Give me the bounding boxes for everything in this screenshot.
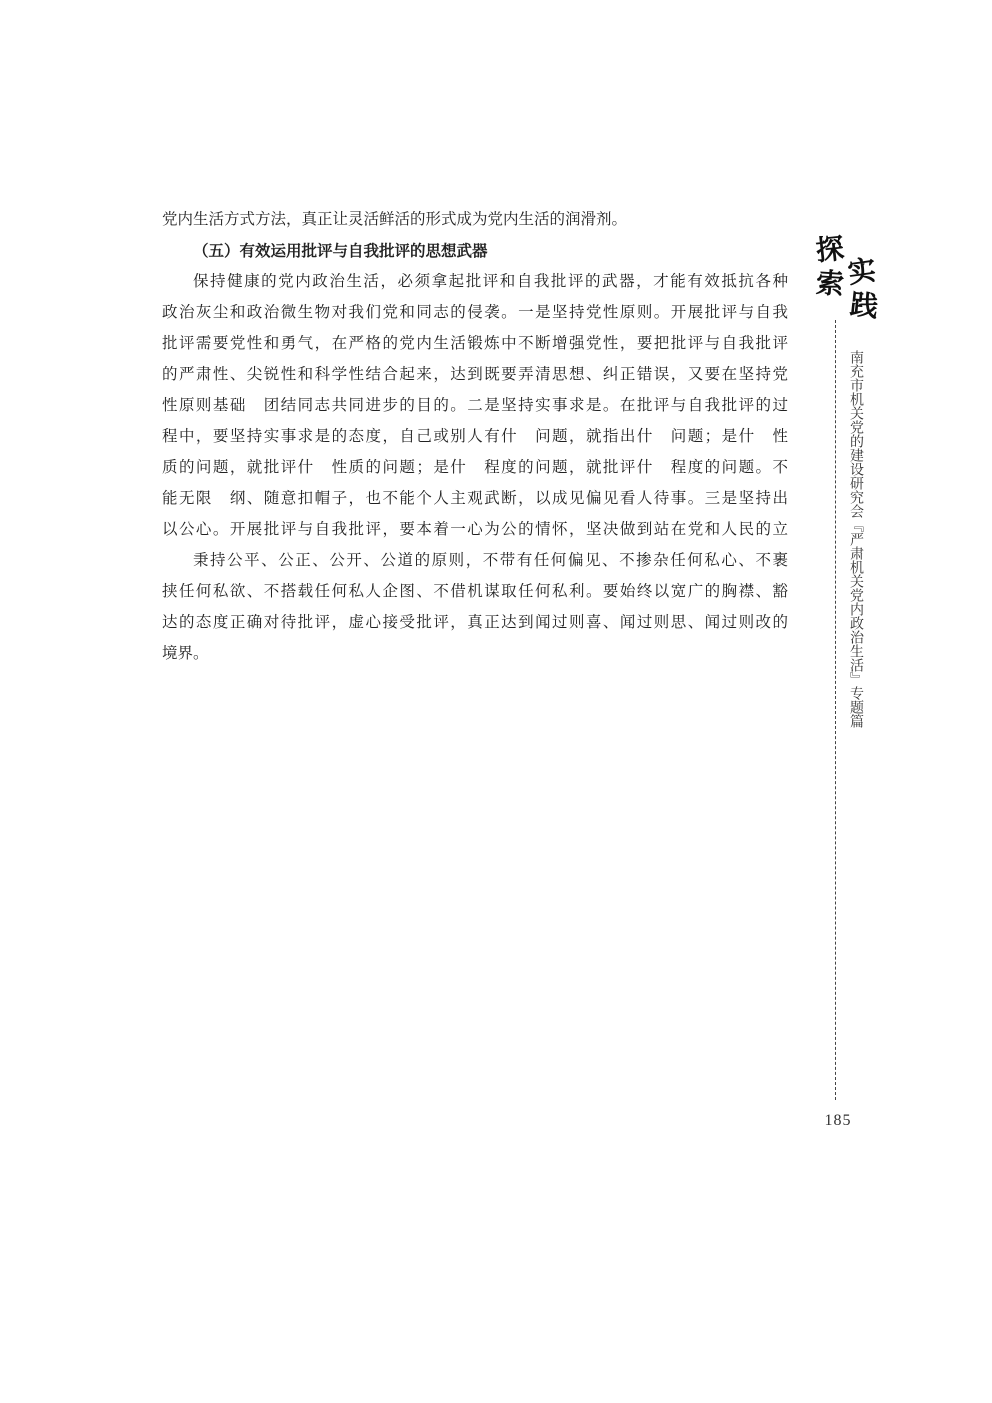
body-line: 保持健康的党内政治生活，必须拿起批评和自我批评的武器，才能有效抵抗各种 [193,272,788,290]
body-line: 以公心。开展批评与自我批评，要本着一心为公的情怀，坚决做到站在党和人民的立 [162,520,788,538]
body-line: 挟任何私欲、不搭载任何私人企图、不借机谋取任何私利。要始终以宽广的胸襟、豁 [162,582,788,600]
body-line: 达的态度正确对待批评，虚心接受批评，真正达到闻过则喜、闻过则思、闻过则改的 [162,613,788,631]
body-line: 境界。 [162,644,209,662]
running-head-char: 践 [848,287,880,324]
running-head-calligraphy [808,232,888,342]
running-head-char: 探 [814,231,846,268]
running-head-char: 实 [845,253,879,290]
body-line: 质的问题，就批评什 性质的问题；是什 程度的问题，就批评什 程度的问题。不 [162,458,788,476]
running-head-char: 索 [814,266,846,301]
body-line: 秉持公平、公正、公开、公道的原则，不带有任何偏见、不掺杂任何私心、不裹 [193,551,788,569]
section-heading: （五）有效运用批评与自我批评的思想武器 [193,241,488,260]
body-line: 党内生活方式方法，真正让灵活鲜活的形式成为党内生活的润滑剂。 [162,210,628,228]
body-line: 的严肃性、尖锐性和科学性结合起来，达到既要弄清思想、纠正错误，又要在坚持党 [162,365,788,383]
sidebar-dashed-rule [835,320,836,1100]
body-text [162,204,788,669]
body-line: 能无限 纲、随意扣帽子，也不能个人主观武断，以成见偏见看人待事。三是坚持出 [162,489,788,507]
body-line: 性原则基础 团结同志共同进步的目的。二是坚持实事求是。在批评与自我批评的过 [162,396,788,414]
body-line: 程中，要坚持实事求是的态度，自己或别人有什 问题，就指出什 问题；是什 性 [162,427,788,445]
body-line: 政治灰尘和政治微生物对我们党和同志的侵袭。一是坚持党性原则。开展批评与自我 [162,303,788,321]
sidebar-vertical-title: 南充市机关党的建设研究会『严肃机关党内政治生活』专题篇 [848,350,864,728]
body-line: 批评需要党性和勇气，在严格的党内生活锻炼中不断增强党性，要把批评与自我批评 [162,334,788,352]
page-number: 185 [824,1112,852,1129]
